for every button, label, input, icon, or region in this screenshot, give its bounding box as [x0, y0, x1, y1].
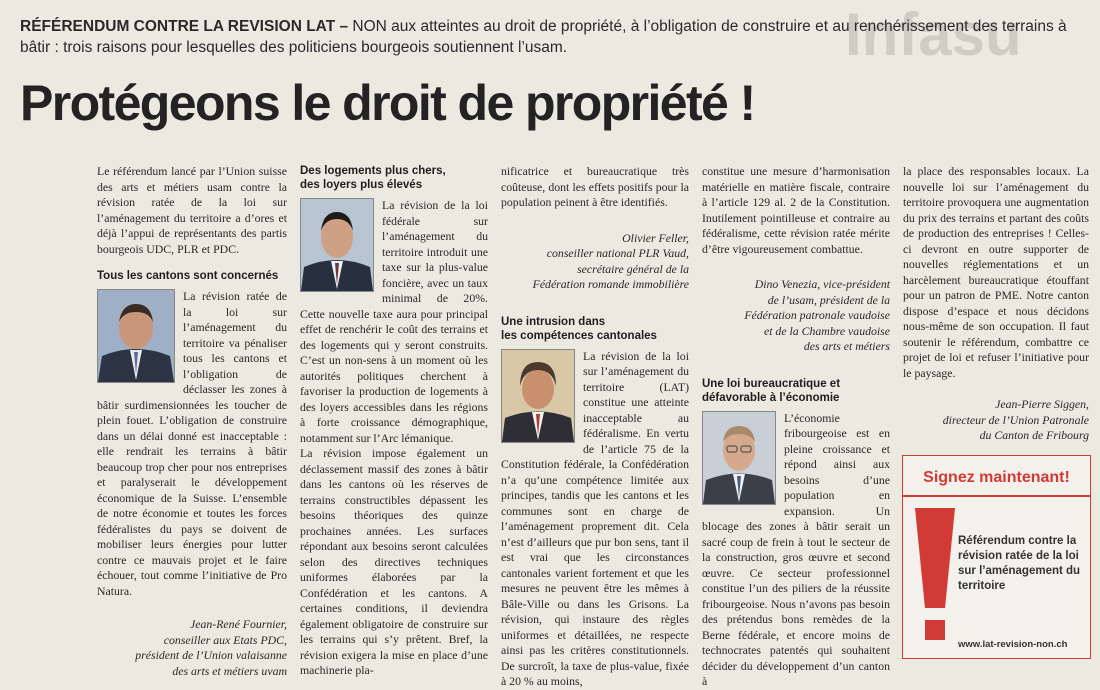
- signature-role: et de la Chambre vaudoise: [763, 323, 890, 338]
- subhead-cantons: Tous les cantons sont concernés: [97, 270, 279, 282]
- lead-text: NON aux atteintes au droit de propriété, à l’obligation de construire et au renchérissement des terrains à bâtir : trois raisons pour lesquelles des politiciens bourgeois soutiennent l’usam.: [20, 18, 1067, 56]
- body-paragraph: L’économie fribourgeoise est en pleine croissance et répond ainsi aux besoins d’une population en expansion. Un blocage des zones à bâtir serait un sacré coup de frein à tout le secteur de la construction, gros œuvre et second œuvre. Ce secteur professionnel constitue l’un des piliers de la réussite fribourgeoise. Nous n’avons pas besoin des prétendus bons remèdes de la Berne fédérale, et encore moins de technocrates patentés qui souhaitent décider du développement d’un canton à: [702, 410, 890, 688]
- subhead-intrusion: [501, 315, 689, 343]
- signature-name: Jean-Pierre Siggen,: [995, 397, 1089, 411]
- body-paragraph: La révision ratée de la loi sur l’aménagement du territoire va pénaliser tous les cantons et l’obligation de déclasser les zones à bâtir surdimensionnées les toucher de plein fouet. L’obligation de construire dans un délai donné est inacceptable : elle rendrait les terrains à bâtir beaucoup trop cher pour nos entreprises et paralyserait le développement économique de la Suisse. L’ensemble de notre économie et toutes les forces fédéralistes du pays se doivent de mobiliser leurs énergies pour lutter contre ce mauvais projet et le faire échouer, tout comme l’initiative de Pro Natura.: [97, 289, 287, 598]
- portrait-photo-feller: [300, 198, 374, 292]
- signature-role: Fédération romande immobilière: [532, 277, 689, 291]
- exclamation-mark-icon: [915, 508, 955, 655]
- signature-role: du Canton de Fribourg: [979, 428, 1089, 442]
- body-paragraph: la place des responsables locaux. La nouvelle loi sur l’aménagement du territoire provoquera une augmentation du prix des terrains et partant des coûts de production des entreprises ! Celles-ci devront en outre supporter de nouvelles réglementations et un harcèlement bureaucratique étouffant pour un patron de PME. Notre canton dispose d’espace et nous décidons nous-même de son occupation. Il faut soutenir le référendum, combattre ce projet de loi et refuser l’initiative pour le paysage.: [903, 164, 1089, 380]
- ad-text: Référendum contre la révision ratée de la loi sur l’aménagement du territoire: [958, 535, 1081, 592]
- portrait-photo-siggen: [702, 411, 776, 505]
- signature-role: conseiller aux Etats PDC,: [163, 632, 287, 647]
- subhead-line: défavorable à l’économie: [702, 391, 840, 404]
- body-paragraph: nificatrice et bureaucratique très coûteuse, dont les effets positifs pour la population peinent à être identifiés.: [501, 164, 689, 209]
- signature-fournier: [97, 617, 287, 679]
- signature-role: de l’usam, président de la: [767, 292, 890, 307]
- signature-name: Olivier Feller,: [622, 230, 689, 245]
- lead-paragraph: [20, 16, 1070, 58]
- signature-role: secrétaire général de la: [577, 261, 689, 276]
- subhead-logements: [300, 164, 488, 192]
- signature-role: conseiller national PLR Vaud,: [546, 246, 689, 260]
- signature-role: des arts et métiers: [803, 339, 890, 353]
- subhead-line: Des logements plus chers,: [300, 165, 446, 177]
- column-1: [97, 164, 287, 679]
- portrait-photo-venezia: [501, 349, 575, 443]
- subhead-line: Une loi bureaucratique et: [702, 377, 841, 390]
- body-paragraph: La révision de la loi sur l’aménagement du territoire (LAT) constitue une atteinte inacceptable au fédéralisme. En vertu de l’article 75 de la Constitution fédérale, la Confédération n’a qu’une compétence limitée aux principes, tandis que les cantons et les communes sont en charge de l’aménagement proprement dit. Cela n’est d’ailleurs que pur bon sens, tant il est vrai que les circonstances cantonales varient fortement et que les mesures ne peuvent être les mêmes à Bâle-Ville ou dans les Grisons. La révision, qui instaure des règles uniformes et détaillées, ne respecte ainsi pas les critères constitutionnels. De surcroît, la taxe de plus-value, fixée à 20 % au moins,: [501, 348, 689, 688]
- petition-ad-box: [902, 455, 1091, 659]
- intro-paragraph: Le référendum lancé par l’Union suisse des arts et métiers usam contre la révision ratée de la loi sur l’aménagement du territoire a d’ores et déjà l’appui de représentants des partis bourgeois UDC, PLR et PDC.: [97, 164, 287, 256]
- subhead-bureaucratique: [702, 377, 890, 405]
- signature-role: président de l’Union valaisanne: [135, 648, 287, 662]
- background-ghost-text: Infasu: [845, 1, 1022, 68]
- subhead-line: des loyers plus élevés: [300, 179, 423, 191]
- subhead-line: Une intrusion dans: [501, 315, 606, 328]
- ad-divider: [903, 495, 1090, 497]
- headline: Protégeons le droit de propriété !: [20, 75, 755, 131]
- column-4: [702, 164, 890, 690]
- portrait-photo-fournier: [97, 289, 175, 383]
- signature-role: des arts et métiers uvam: [172, 663, 287, 678]
- body-paragraph: constitue une mesure d’harmonisation matérielle en matière fiscale, contraire à l’article 129 al. 2 de la Constitution. Inutilement pointilleuse et contraire au fédéralisme, cette révision ratée mérite d’être vigoureusement combattue.: [702, 164, 890, 256]
- signature-role: Fédération patronale vaudoise: [744, 308, 890, 322]
- signature-siggen: [903, 397, 1089, 444]
- column-2: [300, 164, 488, 679]
- column-5: [903, 164, 1089, 444]
- body-paragraph: La révision de la loi fédérale sur l’aménagement du territoire introduit une taxe sur la plus-value foncière, avec un taux minimal de 20%. Cette nouvelle taxe aura pour principal effet de renchérir le coût des terrains et des logements qui y seront construits. C’est un non-sens à un moment où les autorités politiques cherchent à favoriser la production de logements à des loyers accessibles dans les régions à forte croissance démographique, notamment sur l’Arc lémanique.: [300, 198, 488, 445]
- body-paragraph: La révision impose également un déclassement massif des zones à bâtir dans les cantons où les réserves de terrains constructibles dépassent les besoins théoriques des quinze prochaines années. Les surfaces répondant aux besoins seront calculées selon des directives techniques uniformes élaborées par la Confédération et les cantons. A certaines conditions, il deviendra également obligatoire de construire sur les terrains qui s’y prêtent. Bref, la révision exigera la mise en place d’une machinerie pla-: [300, 446, 488, 677]
- ad-url-link[interactable]: www.lat-revision-non.ch: [958, 639, 1068, 650]
- lead-kicker: RÉFÉRENDUM CONTRE LA REVISION LAT –: [20, 18, 349, 35]
- signature-venezia: [702, 277, 890, 355]
- signature-feller: [501, 231, 689, 293]
- signature-name: Dino Venezia, vice-président: [754, 277, 890, 291]
- signature-name: Jean-René Fournier,: [190, 617, 287, 631]
- column-3: [501, 164, 689, 690]
- subhead-line: les compétences cantonales: [501, 329, 657, 342]
- ad-title: Signez maintenant!: [923, 469, 1070, 486]
- signature-role: directeur de l’Union Patronale: [942, 412, 1089, 427]
